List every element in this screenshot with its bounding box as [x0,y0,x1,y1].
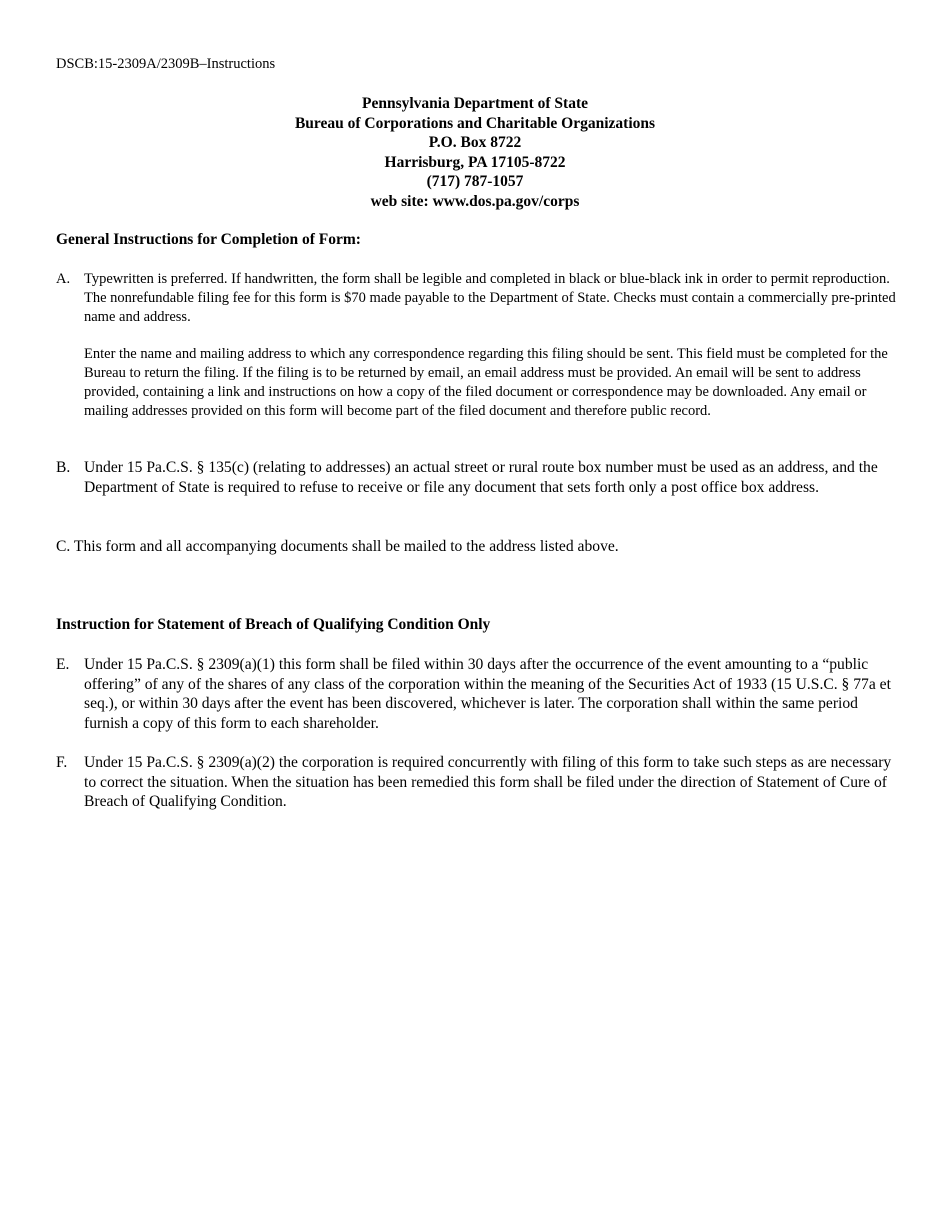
breach-instructions-heading: Instruction for Statement of Breach of Qualifying Condition Only [56,616,491,633]
item-e-text: Under 15 Pa.C.S. § 2309(a)(1) this form shall be filed within 30 days after the occurrence of the event amounting to a “public offering” of any of the shares of any class of the corporation within the meaning of the Securities Act of 1933 (15 U.S.C. § 77a et seq.), or within 30 days after the event has been discovered, whichever is later. The corporation shall within the same period furnish a copy of this form to each shareholder. [84,656,891,732]
bureau-name: Bureau of Corporations and Charitable Organizations [294,114,656,132]
instruction-item-c: C. This form and all accompanying documents shall be mailed to the address listed above. [56,538,619,555]
item-b-letter: B. [56,459,71,476]
item-f-letter: F. [56,754,68,771]
item-a-letter: A. [56,271,71,287]
form-code: DSCB:15-2309A/2309B–Instructions [56,56,276,72]
item-b-text: Under 15 Pa.C.S. § 135(c) (relating to addresses) an actual street or rural route box number must be used as an address, and the Department of State is required to refuse to receive or file any document that sets forth only a post office box address. [84,459,878,496]
instruction-item-b [56,458,896,497]
general-instructions-heading: General Instructions for Completion of Form: [56,231,361,248]
item-e-letter: E. [56,656,70,673]
instruction-item-a [56,270,896,421]
item-f-text: Under 15 Pa.C.S. § 2309(a)(2) the corporation is required concurrently with filing of this form to take such steps as are necessary to correct the situation. When the situation has been remedied this form shall be filed under the direction of Statement of Cure of Breach of Qualifying Condition. [84,754,892,810]
item-a-paragraph-1: Typewritten is preferred. If handwritten, the form shall be legible and completed in black or blue-black ink in order to permit reproduction. The nonrefundable filing fee for this form is $70 made payable to the Department of State. Checks must contain a commercially pre-printed name and address. [84,271,896,325]
instruction-item-e [56,655,896,733]
agency-header [0,94,950,211]
department-name: Pennsylvania Department of State [361,95,589,112]
instruction-item-f [56,753,896,812]
city-address: Harrisburg, PA 17105-8722 [384,153,566,171]
website: web site: www.dos.pa.gov/corps [370,192,580,210]
phone-number: (717) 787-1057 [426,173,524,190]
po-box: P.O. Box 8722 [428,134,522,151]
item-a-paragraph-2: Enter the name and mailing address to which any correspondence regarding this filing should be sent. This field must be completed for the Bureau to return the filing. If the filing is to be returned by email, an email address must be provided. An email will be sent to address provided, containing a link and instructions on how a copy of the filed document or correspondence may be downloaded. Any email or mailing addresses provided on this form will become part of the filed document and therefore public record. [84,346,888,419]
